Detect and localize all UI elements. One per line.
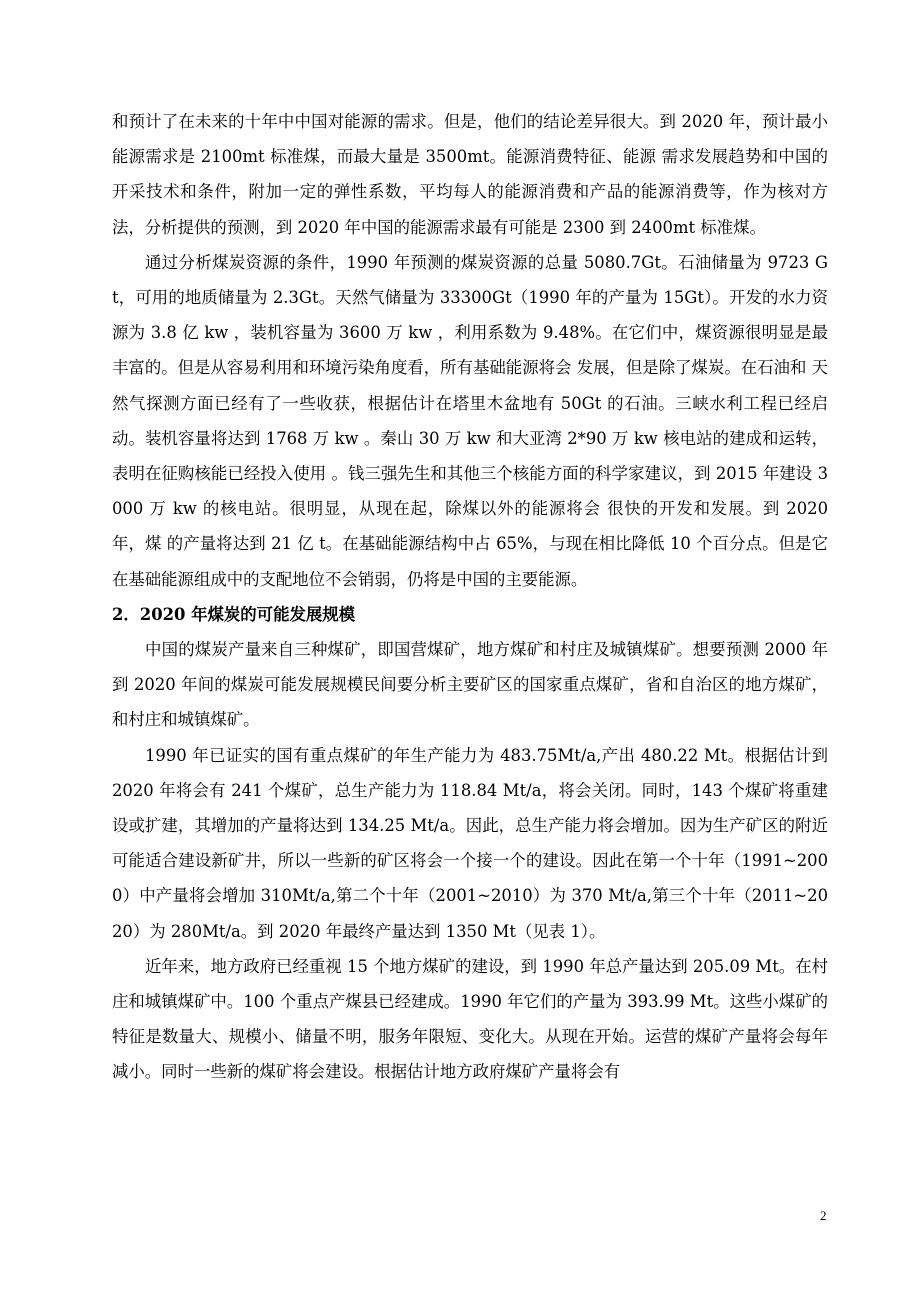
page-number: 2 bbox=[820, 1208, 827, 1223]
paragraph-state-mines: 1990 年已证实的国有重点煤矿的年生产能力为 483.75Mt/a,产出 480.22 Mt。根据估计到 2020 年将会有 241 个煤矿，总生产能力为 118.84 Mt/a，将会关闭。同时，143 个煤矿将重建设或扩建，其增加的产量将达到 134.25 Mt/a。因此，总生产能力将会增加。因为生产矿区的附近可能适合建设新矿井，所以一些新的矿区将会一个接一个的建设。因此在第一个十年（1991~2000）中产量将会增加 310Mt/a,第二个十年（2001~2010）为 370 Mt/a,第三个十年（2011~2020）为 280Mt/a。到 2020 年最终产量达到 1350 Mt（见表 1）。 bbox=[112, 745, 828, 941]
paragraph-energy-demand: 和预计了在未来的十年中中国对能源的需求。但是，他们的结论差异很大。到 2020 年，预计最小能源需求是 2100mt 标准煤，而最大量是 3500mt。能源消费特征、能源 需求发展趋势和中国的开采技术和条件，附加一定的弹性系数，平均每人的能源消费和产品的能源消费等，作为核对方法，分析提供的预测，到 2020 年中国的能源需求最有可能是 2300 到 2400mt 标准煤。 bbox=[112, 112, 828, 237]
section-heading: 2．2020 年煤炭的可能发展规模 bbox=[112, 604, 356, 624]
paragraph-local-mines: 近年来，地方政府已经重视 15 个地方煤矿的建设，到 1990 年总产量达到 205.09 Mt。在村庄和城镇煤矿中。100 个重点产煤县已经建成。1990 年它们的产量为 393.99 Mt。这些小煤矿的特征是数量大、规模小、储量不明，服务年限短、变化大。从现在开始。运营的煤矿产量将会每年减小。同时一些新的煤矿将会建设。根据估计地方政府煤矿产量将会有 bbox=[112, 956, 828, 1082]
document-body bbox=[112, 104, 828, 1090]
paragraph-coal-mine-types: 中国的煤炭产量来自三种煤矿，即国营煤矿，地方煤矿和村庄及城镇煤矿。想要预测 2000 年到 2020 年间的煤炭可能发展规模民间要分析主要矿区的国家重点煤矿，省和自治区的地方煤矿，和村庄和城镇煤矿。 bbox=[112, 640, 828, 730]
paragraph-energy-resources: 通过分析煤炭资源的条件，1990 年预测的煤炭资源的总量 5080.7Gt。石油储量为 9723 Gt，可用的地质储量为 2.3Gt。天然气储量为 33300Gt（1990 年的产量为 15Gt）。开发的水力资源为 3.8 亿 kw ，装机容量为 3600 万 kw ，利用系数为 9.48%。在它们中，煤资源很明显是最丰富的。但是从容易利用和环境污染角度看，所有基础能源将会 发展，但是除了煤炭。在石油和 天然气探测方面已经有了一些收获，根据估计在塔里木盆地有 50Gt 的石油。三峡水利工程已经启动。装机容量将达到 1768 万 kw 。秦山 30 万 kw 和大亚湾 2*90 万 kw 核电站的建成和运转，表明在征购核能已经投入使用 。钱三强先生和其他三个核能方面的科学家建议，到 2015 年建设 3000 万 kw 的核电站。很明显，从现在起，除煤以外的能源将会 很快的开发和发展。到 2020 年，煤 的产量将达到 21 亿 t。在基础能源结构中占 65%，与现在相比降低 10 个百分点。但是它在基础能源组成中的支配地位不会销弱，仍将是中国的主要能源。 bbox=[112, 252, 828, 589]
